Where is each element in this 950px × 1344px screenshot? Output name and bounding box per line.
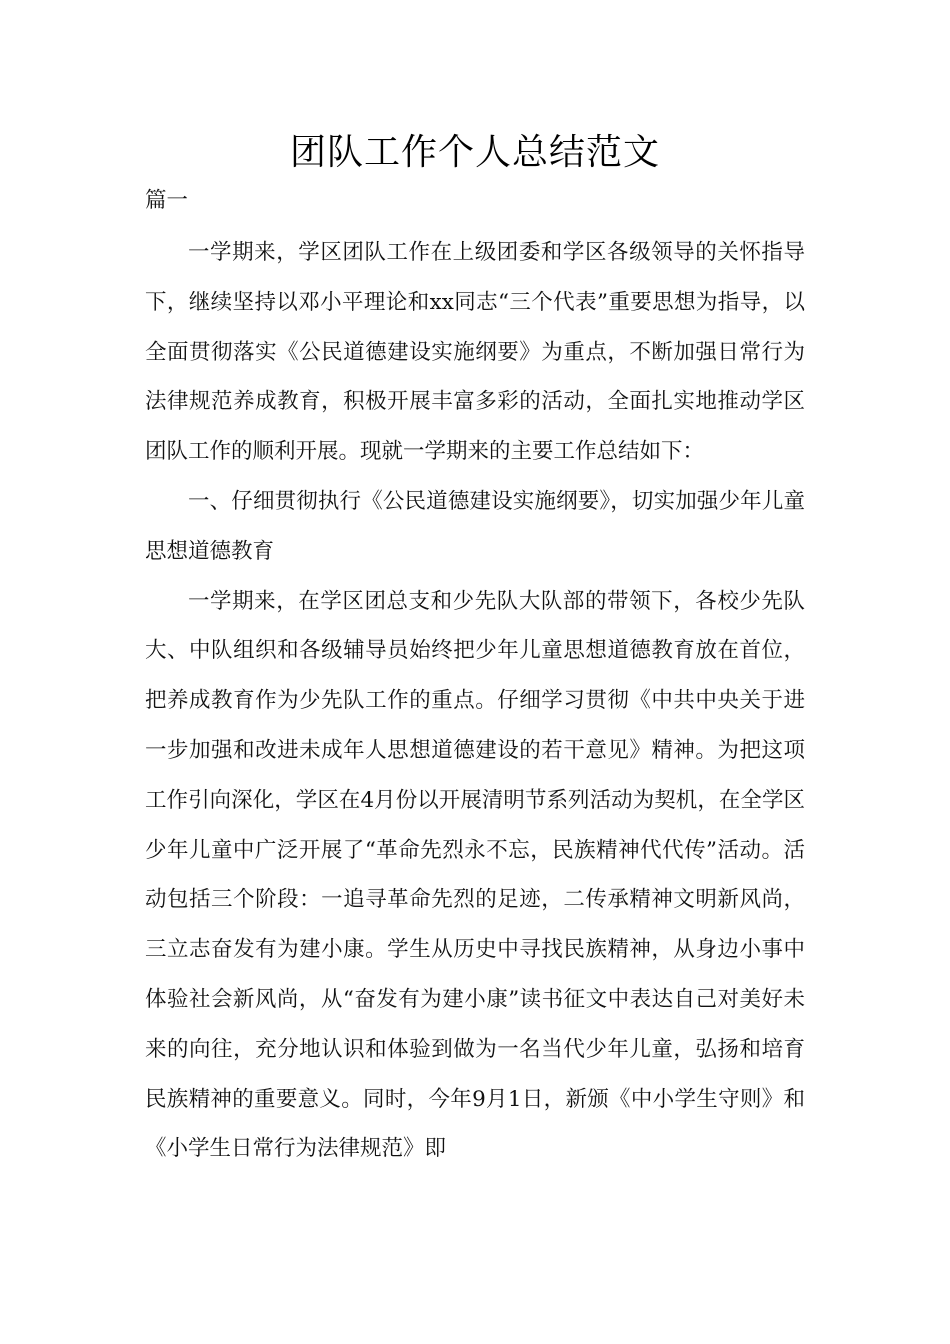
paragraph-heading-1: 一、仔细贯彻执行《公民道德建设实施纲要》，切实加强少年儿童思想道德教育 — [145, 488, 805, 564]
paragraph-intro: 一学期来，学区团队工作在上级团委和学区各级领导的关怀指导下，继续坚持以邓小平理论和xx同志“三个代表”重要思想为指导，以全面贯彻落实《公民道德建设实施纲要》为重点，不断加强日常行为法律规范养成教育，积极开展丰富多彩的活动，全面扎实地推动学区团队工作的顺利开展。现就一学期来的主要工作总结如下： — [145, 240, 805, 465]
document-body — [145, 228, 805, 1174]
section-label: 篇一 — [145, 188, 189, 213]
paragraph-body-1: 一学期来，在学区团总支和少先队大队部的带领下，各校少先队大、中队组织和各级辅导员始终把少年儿童思想道德教育放在首位，把养成教育作为少先队工作的重点。仔细学习贯彻《中共中央关于进一步加强和改进未成年人思想道德建设的若干意见》精神。为把这项工作引向深化，学区在4月份以开展清明节系列活动为契机，在全学区少年儿童中广泛开展了“革命先烈永不忘，民族精神代代传”活动。活动包括三个阶段：一追寻革命先烈的足迹，二传承精神文明新风尚，三立志奋发有为建小康。学生从历史中寻找民族精神，从身边小事中体验社会新风尚，从“奋发有为建小康”读书征文中表达自己对美好未来的向往，充分地认识和体验到做为一名当代少年儿童，弘扬和培育民族精神的重要意义。同时，今年9月1日，新颁《中小学生守则》和《小学生日常行为法律规范》即 — [145, 588, 805, 1162]
document-title: 团队工作个人总结范文 — [289, 132, 660, 173]
